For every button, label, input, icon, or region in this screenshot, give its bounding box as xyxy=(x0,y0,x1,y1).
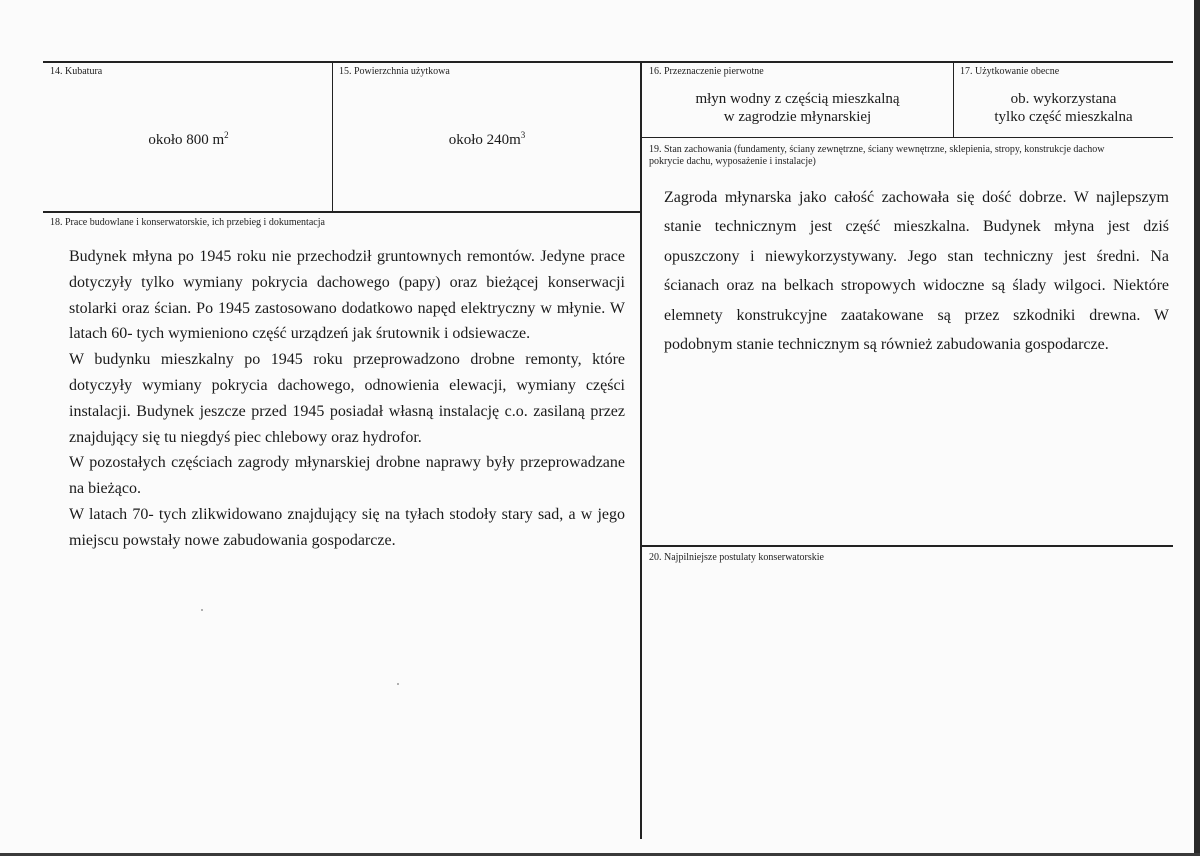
prace-label: 18. Prace budowlane i konserwatorskie, ich przebieg i dokumentacja xyxy=(50,217,325,228)
stan-label xyxy=(649,144,1173,168)
kubatura-unit-exponent: 2 xyxy=(224,130,229,140)
powierzchnia-unit-exponent: 3 xyxy=(520,130,526,140)
powierzchnia-label: 15. Powierzchnia użytkowa xyxy=(339,66,450,77)
uzytkowanie-line-2: tylko część mieszkalna xyxy=(994,109,1133,125)
uzytkowanie-label: 17. Użytkowanie obecne xyxy=(960,66,1060,77)
center-divider xyxy=(640,62,642,839)
prace-text xyxy=(69,244,625,554)
przeznaczenie-value xyxy=(642,90,953,126)
scan-speck xyxy=(201,609,203,611)
scan-speck xyxy=(397,683,399,685)
przeznaczenie-label: 16. Przeznaczenie pierwotne xyxy=(649,66,764,77)
prace-paragraph-1: Budynek młyna po 1945 roku nie przechodził gruntownych remontów. Jedyne prace dotyczyły tylko wymiany pokrycia dachowego (papy) oraz bieżącej konserwacji stolarki oraz ścian. Po 1945 zastosowano dodatkowo napęd elektryczny w młynie. W latach 60- tych wymieniono część urządzeń jak śrutownik i odsiewacze. xyxy=(69,248,625,343)
przeznaczenie-line-1: młyn wodny z częścią mieszkalną xyxy=(695,91,900,107)
prace-paragraph-3: W pozostałych częściach zagrody młynarskiej drobne naprawy były przeprowadzane na bieżąco. xyxy=(69,454,625,498)
kubatura-value xyxy=(45,131,332,149)
form-top-border xyxy=(43,61,1173,63)
stan-label-line-2: pokrycie dachu, wyposażenie i instalacje) xyxy=(649,156,816,167)
uzytkowanie-line-1: ob. wykorzystana xyxy=(1010,91,1117,107)
stan-text: Zagroda młynarska jako całość zachowała się dość dobrze. W najlepszym stanie technicznym jest część mieszkalna. Budynek młyna jest dziś opuszczony i niewykorzystywany. Jego stan techniczny jest średni. Na ścianach oraz na belkach stropowych widoczne są ślady wilgoci. Niektóre elemnety konstrukcyjne zaatakowane są przez szkodniki drewna. W podobnym stanie technicznym są również zabudowania gospodarcze. xyxy=(664,189,1169,354)
kubatura-label: 14. Kubatura xyxy=(50,66,103,77)
uzytkowanie-value xyxy=(954,90,1173,126)
prace-paragraph-4: W latach 70- tych zlikwidowano znajdujący się na tyłach stodoły stary sad, a w jego miejscu powstały nowe zabudowania gospodarcze. xyxy=(69,505,625,549)
divider-under-14-15 xyxy=(43,211,641,213)
scan-edge-right xyxy=(1194,0,1200,856)
divider-14-15 xyxy=(332,62,333,212)
powierzchnia-value xyxy=(334,131,640,149)
powierzchnia-value-text: około 240m xyxy=(448,132,521,148)
kubatura-value-text: około 800 m xyxy=(148,132,225,148)
prace-paragraph-2: W budynku mieszkalny po 1945 roku przeprowadzono drobne remonty, które dotyczyły wymiany pokrycia dachowego, odnowienia elewacji, wymiany części instalacji. Budynek jeszcze przed 1945 posiadał własną instalację c.o. zasilaną przez znajdujący się tu niegdyś piec chlebowy oraz hydrofor. xyxy=(69,351,625,446)
stan-label-line-1: 19. Stan zachowania (fundamenty, ściany zewnętrzne, ściany wewnętrzne, sklepienia, stropy, konstrukcje dachow xyxy=(649,144,1105,155)
przeznaczenie-line-2: w zagrodzie młynarskiej xyxy=(723,109,872,125)
divider-under-16-17 xyxy=(641,137,1173,138)
postulaty-label: 20. Najpilniejsze postulaty konserwatorskie xyxy=(649,552,824,563)
divider-above-20 xyxy=(641,545,1173,547)
